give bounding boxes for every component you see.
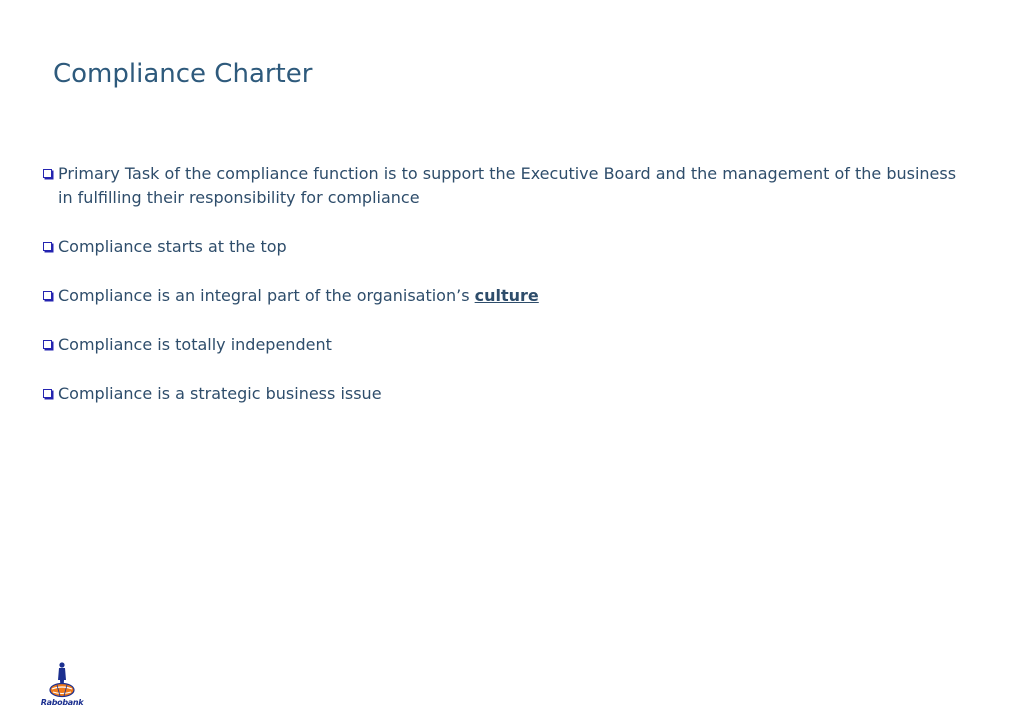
bullet-item-culture — [43, 284, 963, 308]
hollow-square-bullet-icon — [43, 389, 52, 398]
bullet-item-primary-task — [43, 162, 963, 210]
hollow-square-bullet-icon — [43, 242, 52, 251]
bullet-item-independent — [43, 333, 963, 357]
bullet-text: Compliance is an integral part of the organisation’s — [58, 286, 475, 305]
rabobank-logo-icon — [40, 660, 84, 700]
bullet-text: Compliance is a strategic business issue — [58, 384, 382, 403]
rabobank-logo — [40, 660, 84, 710]
hollow-square-bullet-icon — [43, 169, 52, 178]
bullet-text: Compliance is totally independent — [58, 335, 332, 354]
slide-title: Compliance Charter — [53, 59, 313, 89]
bullet-text: Primary Task of the compliance function is to support the Executive Board and the management of the business in fulfilling their responsibility for compliance — [58, 164, 957, 207]
culture-link[interactable]: culture — [474, 286, 539, 305]
hollow-square-bullet-icon — [43, 291, 52, 300]
bullet-text: Compliance starts at the top — [58, 237, 287, 256]
hollow-square-bullet-icon — [43, 340, 52, 349]
bullet-item-starts-at-top — [43, 235, 963, 259]
bullet-text-container — [58, 284, 963, 308]
logo-wordmark: Rabobank — [40, 698, 84, 707]
bullet-item-strategic — [43, 382, 963, 406]
bullet-list — [43, 162, 963, 431]
